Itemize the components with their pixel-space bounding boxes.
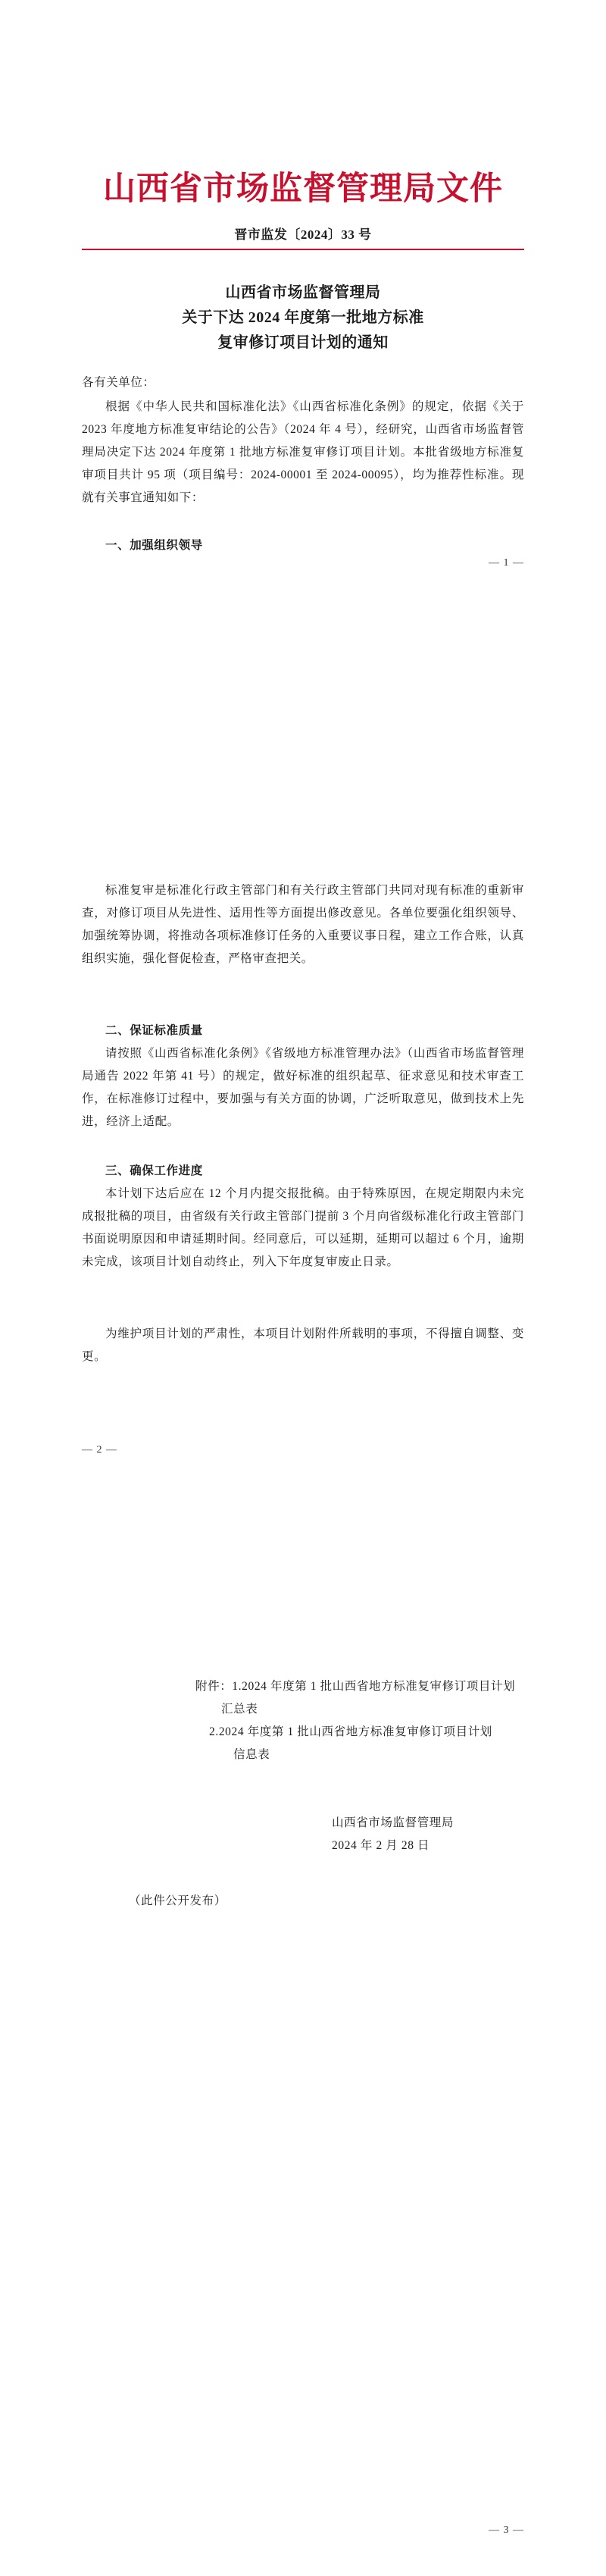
title-line-2: 关于下达 2024 年度第一批地方标准 bbox=[182, 309, 424, 326]
title-line-3: 复审修订项目计划的通知 bbox=[217, 334, 389, 351]
closing-paragraph: 为维护项目计划的严肃性，本项目计划附件所载明的事项，不得擅自调整、变更。 bbox=[82, 1327, 524, 1363]
section-2-body-block bbox=[82, 1042, 524, 1133]
section-heading-2: 二、保证标准质量 bbox=[105, 1024, 203, 1037]
salutation: 各有关单位： bbox=[82, 376, 155, 389]
attachment-line-4: 信息表 bbox=[233, 1748, 270, 1761]
signature-date: 2024 年 2 月 28 日 bbox=[332, 1839, 430, 1852]
section-2-heading-block bbox=[82, 1020, 524, 1042]
attachment-line-1: 附件：1.2024 年度第 1 批山西省地方标准复审修订项目计划 bbox=[195, 1680, 516, 1693]
title-line-1: 山西省市场监督管理局 bbox=[225, 284, 381, 301]
section-body-2: 请按照《山西省标准化条例》《省级地方标准管理办法》（山西省市场监督管理局通告 2022 年第 41 号）的规定，做好标准的组织起草、征求意见和技术审查工作，在标准修订过程中，要加强与有关方面的协调，广泛听取意见，做到技术上先进，经济上适配。 bbox=[82, 1047, 524, 1128]
section-3-heading-block bbox=[82, 1160, 524, 1183]
section-heading-3: 三、确保工作进度 bbox=[105, 1164, 203, 1177]
section-body-1: 标准复审是标准化行政主管部门和有关行政主管部门共同对现有标准的重新审查，对修订项目从先进性、适用性等方面提出修改意见。各单位要强化组织领导、加强统筹协调，将推动各项标准修订任务的入重要议事日程，建立工作合账，认真组织实施，强化督促检查，严格审查把关。 bbox=[82, 884, 524, 965]
section-3-body-block bbox=[82, 1183, 524, 1274]
attachments-block bbox=[82, 1675, 524, 1766]
masthead bbox=[0, 163, 606, 209]
salutation-block bbox=[82, 371, 524, 394]
opening-paragraph-block bbox=[82, 396, 524, 509]
page-title bbox=[76, 280, 530, 356]
closing-paragraph-block bbox=[82, 1323, 524, 1368]
page-number-1: — 1 — bbox=[489, 557, 524, 569]
section-1-body-block bbox=[82, 879, 524, 970]
attachment-line-3: 2.2024 年度第 1 批山西省地方标准复审修订项目计划 bbox=[209, 1725, 492, 1738]
section-body-3: 本计划下达后应在 12 个月内提交报批稿。由于特殊原因，在规定期限内未完成报批稿的项目，由省级有关行政主管部门提前 3 个月向省级标准化行政主管部门书面说明原因和申请延期时间。经同意后，可以延期，延期可以超过 6 个月，逾期未完成，该项目计划自动终止，列入下年度复审废止日录。 bbox=[82, 1187, 524, 1268]
document-number: 晋市监发〔2024〕33 号 bbox=[234, 227, 372, 242]
section-1-heading-block bbox=[82, 534, 524, 557]
signature-block bbox=[82, 1812, 524, 1857]
attachment-line-2: 汇总表 bbox=[221, 1703, 258, 1716]
section-heading-1: 一、加强组织领导 bbox=[105, 539, 203, 552]
publish-note: （此件公开发布） bbox=[129, 1894, 226, 1907]
masthead-title: 山西省市场监督管理局文件 bbox=[103, 171, 503, 207]
opening-paragraph: 根据《中华人民共和国标准化法》《山西省标准化条例》的规定，依据《关于 2023 年度地方标准复审结论的公告》（2024 年 4 号），经研究，山西省市场监督管理局决定下达 2024 年度第 1 批地方标准复审修订项目计划。本批省级地方标准复审项目共计 95 项（项目编号：2024-00001 至 2024-00095），均为推荐性标准。现就有关事宜通知如下： bbox=[82, 400, 524, 504]
red-divider-line bbox=[82, 249, 524, 250]
page-number-3: — 3 — bbox=[489, 2524, 524, 2536]
signature-org: 山西省市场监督管理局 bbox=[332, 1816, 454, 1829]
page-number-2: — 2 — bbox=[82, 1444, 117, 1456]
